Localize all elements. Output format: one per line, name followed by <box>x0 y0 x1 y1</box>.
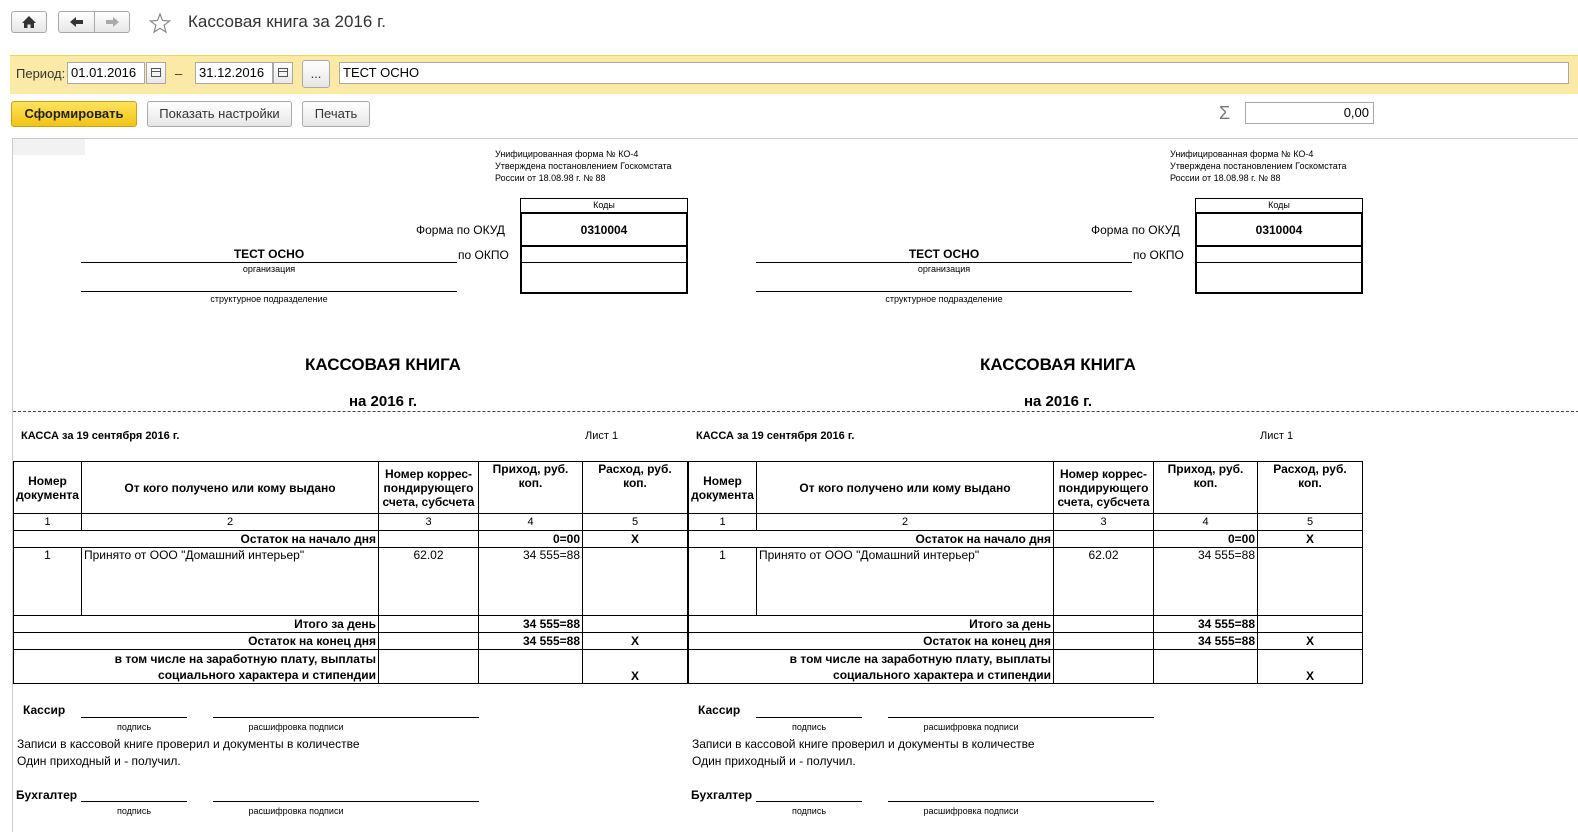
checked-text: Записи в кассовой книге проверил и документы в количестве <box>17 737 360 751</box>
row-description: Принято от ООО "Домашний интерьер" <box>82 548 379 616</box>
form-approved: Утверждена постановлением Госкомстата <box>495 161 672 171</box>
salary-label-line2: социального характера и стипендии <box>158 667 376 682</box>
table-row <box>14 548 688 616</box>
salary-label-line1: в том числе на заработную плату, выплаты <box>114 651 376 666</box>
period-label: Период: <box>16 66 66 81</box>
table-row <box>689 548 1363 616</box>
calendar-icon <box>278 68 288 77</box>
org-caption: организация <box>242 264 296 274</box>
cashier-signature-line <box>756 717 862 718</box>
cashier-decoding-line <box>888 717 1154 718</box>
col-number: 4 <box>1154 514 1258 531</box>
cashier-label: Кассир <box>23 703 66 717</box>
form-russia: России от 18.08.98 г. № 88 <box>1170 173 1281 183</box>
cashier-decoding-line <box>213 717 479 718</box>
accountant-signature-caption: подпись <box>116 806 152 816</box>
form-unified: Унифицированная форма № КО-4 <box>1170 149 1314 159</box>
col-header-from: От кого получено или кому выдано <box>757 462 1054 514</box>
salary-account <box>379 650 479 684</box>
generate-button[interactable]: Сформировать <box>11 101 137 127</box>
closing-balance-account <box>379 633 479 650</box>
okpo-label: по ОКПО <box>1133 248 1184 262</box>
salary-label <box>14 650 379 684</box>
col-header-from: От кого получено или кому выдано <box>82 462 379 514</box>
row-description: Принято от ООО "Домашний интерьер" <box>757 548 1054 616</box>
accountant-label: Бухгалтер <box>691 788 753 802</box>
org-line <box>756 262 1132 263</box>
day-total-expense <box>1258 616 1363 633</box>
closing-balance-income: 34 555=88 <box>479 633 583 650</box>
form-unified-text <box>495 148 672 184</box>
opening-balance-row <box>689 531 1363 548</box>
col-number: 1 <box>689 514 757 531</box>
book-year: на 2016 г. <box>348 393 418 410</box>
day-total-label: Итого за день <box>689 616 1054 633</box>
arrow-right-icon <box>95 12 130 32</box>
row-doc-number: 1 <box>14 548 82 616</box>
form-russia: России от 18.08.98 г. № 88 <box>495 173 606 183</box>
col-header-income: Приход, руб. коп. <box>1154 462 1258 514</box>
day-total-income: 34 555=88 <box>1154 616 1258 633</box>
row-income: 34 555=88 <box>1154 548 1258 616</box>
row-expense <box>583 548 688 616</box>
table-header-row <box>14 462 688 514</box>
form-unified: Унифицированная форма № КО-4 <box>495 149 639 159</box>
org-name: ТЕСТ ОСНО <box>233 247 305 261</box>
cashier-label: Кассир <box>698 703 741 717</box>
org-caption: организация <box>917 264 971 274</box>
opening-balance-row <box>14 531 688 548</box>
col-number: 2 <box>82 514 379 531</box>
cashier-signature-caption: подпись <box>116 722 152 732</box>
salary-account <box>1054 650 1154 684</box>
period-from-input[interactable]: 01.01.2016 <box>67 62 145 84</box>
accountant-signature-line <box>756 801 862 802</box>
salary-row <box>14 650 688 684</box>
row-account: 62.02 <box>1054 548 1154 616</box>
opening-balance-label: Остаток на начало дня <box>14 531 379 548</box>
page-title: Кассовая книга за 2016 г. <box>188 12 386 31</box>
col-header-doc: Номер документа <box>14 462 82 514</box>
row-doc-number: 1 <box>689 548 757 616</box>
accountant-decoding-line <box>888 801 1154 802</box>
opening-balance-expense: X <box>1258 531 1363 548</box>
back-button[interactable] <box>59 12 95 32</box>
closing-balance-income: 34 555=88 <box>1154 633 1258 650</box>
col-number: 3 <box>379 514 479 531</box>
accountant-label: Бухгалтер <box>16 788 78 802</box>
okud-label: Форма по ОКУД <box>416 223 505 237</box>
col-header-expense: Расход, руб. коп. <box>1258 462 1363 514</box>
okud-code: 0310004 <box>580 223 628 237</box>
cashier-decoding-caption: расшифровка подписи <box>248 722 344 732</box>
day-total-row <box>14 616 688 633</box>
salary-label-line1: в том числе на заработную плату, выплаты <box>789 651 1051 666</box>
report-area[interactable] <box>12 138 1578 832</box>
salary-expense: X <box>1258 650 1363 684</box>
kassa-date: КАССА за 19 сентября 2016 г. <box>21 430 180 442</box>
col-number: 1 <box>14 514 82 531</box>
cashier-decoding-caption: расшифровка подписи <box>923 722 1019 732</box>
closing-balance-row <box>14 633 688 650</box>
accountant-decoding-caption: расшифровка подписи <box>923 806 1019 816</box>
cash-table <box>13 461 688 684</box>
calendar-icon <box>151 68 161 77</box>
period-select-button[interactable]: ... <box>302 60 330 88</box>
opening-balance-income: 0=00 <box>479 531 583 548</box>
row-income: 34 555=88 <box>479 548 583 616</box>
salary-income <box>1154 650 1258 684</box>
row-expense <box>1258 548 1363 616</box>
day-total-income: 34 555=88 <box>479 616 583 633</box>
salary-row <box>689 650 1363 684</box>
sheet-number: Лист 1 <box>585 430 619 442</box>
home-button[interactable] <box>11 11 47 33</box>
table-header-row <box>689 462 1363 514</box>
row-account: 62.02 <box>379 548 479 616</box>
salary-expense: X <box>583 650 688 684</box>
period-dash: – <box>175 66 183 81</box>
okpo-label: по ОКПО <box>458 248 509 262</box>
cash-table <box>688 461 1363 684</box>
col-number-row <box>689 514 1363 531</box>
closing-balance-label: Остаток на конец дня <box>689 633 1054 650</box>
book-copy-left <box>13 139 689 832</box>
closing-balance-account <box>1054 633 1154 650</box>
codes-divider-1 <box>1195 245 1363 247</box>
cashier-signature-line <box>81 717 187 718</box>
sum-icon: Σ <box>1219 103 1231 123</box>
received-text: Один приходный и - получил. <box>692 754 856 768</box>
col-header-doc: Номер документа <box>689 462 757 514</box>
sheet-number: Лист 1 <box>1260 430 1294 442</box>
col-number: 4 <box>479 514 583 531</box>
accountant-decoding-caption: расшифровка подписи <box>248 806 344 816</box>
opening-balance-account <box>1054 531 1154 548</box>
closing-balance-expense: X <box>1258 633 1363 650</box>
book-year: на 2016 г. <box>1023 393 1093 410</box>
dept-caption: структурное подразделение <box>885 294 1003 304</box>
opening-balance-income: 0=00 <box>1154 531 1258 548</box>
day-total-account <box>1054 616 1154 633</box>
book-copy-right <box>688 139 1364 832</box>
period-to-calendar-button[interactable] <box>273 62 293 84</box>
col-header-income: Приход, руб. коп. <box>479 462 583 514</box>
show-settings-button[interactable]: Показать настройки <box>147 101 292 127</box>
organization-input[interactable]: ТЕСТ ОСНО <box>339 62 1569 84</box>
star-icon[interactable] <box>148 12 172 34</box>
nav-buttons <box>58 11 130 33</box>
closing-balance-expense: X <box>583 633 688 650</box>
day-total-row <box>689 616 1363 633</box>
dept-line <box>81 291 457 292</box>
salary-label <box>689 650 1054 684</box>
col-header-expense: Расход, руб. коп. <box>583 462 688 514</box>
okud-label: Форма по ОКУД <box>1091 223 1180 237</box>
received-text: Один приходный и - получил. <box>17 754 181 768</box>
cashier-signature-caption: подпись <box>791 722 827 732</box>
form-approved: Утверждена постановлением Госкомстата <box>1170 161 1347 171</box>
dept-caption: структурное подразделение <box>210 294 328 304</box>
accountant-signature-caption: подпись <box>791 806 827 816</box>
period-to-input[interactable]: 31.12.2016 <box>195 62 273 84</box>
col-header-account: Номер коррес- пондирующего счета, субсчета <box>1054 462 1154 514</box>
accountant-signature-line <box>81 801 187 802</box>
col-number: 5 <box>1258 514 1363 531</box>
codes-divider-2 <box>1195 262 1363 263</box>
org-line <box>81 262 457 263</box>
forward-button[interactable] <box>95 12 130 32</box>
closing-balance-row <box>689 633 1363 650</box>
day-total-label: Итого за день <box>14 616 379 633</box>
kassa-date: КАССА за 19 сентября 2016 г. <box>696 430 855 442</box>
col-number: 2 <box>757 514 1054 531</box>
codes-header: Коды <box>1195 198 1363 213</box>
period-from-calendar-button[interactable] <box>146 62 166 84</box>
salary-income <box>479 650 583 684</box>
day-total-expense <box>583 616 688 633</box>
codes-header: Коды <box>520 198 688 213</box>
salary-label-line2: социального характера и стипендии <box>833 667 1051 682</box>
opening-balance-label: Остаток на начало дня <box>689 531 1054 548</box>
codes-divider-1 <box>520 245 688 247</box>
arrow-left-icon <box>59 12 94 32</box>
home-icon <box>12 12 46 32</box>
print-button[interactable]: Печать <box>302 101 370 127</box>
checked-text: Записи в кассовой книге проверил и документы в количестве <box>692 737 1035 751</box>
book-title: КАССОВАЯ КНИГА <box>305 355 461 374</box>
accountant-decoding-line <box>213 801 479 802</box>
okud-code: 0310004 <box>1255 223 1303 237</box>
dept-line <box>756 291 1132 292</box>
book-title: КАССОВАЯ КНИГА <box>980 355 1136 374</box>
opening-balance-expense: X <box>583 531 688 548</box>
col-number-row <box>14 514 688 531</box>
col-number: 5 <box>583 514 688 531</box>
col-header-account: Номер коррес- пондирующего счета, субсчета <box>379 462 479 514</box>
col-number: 3 <box>1054 514 1154 531</box>
form-unified-text <box>1170 148 1347 184</box>
sum-field: 0,00 <box>1245 102 1374 124</box>
org-name: ТЕСТ ОСНО <box>908 247 980 261</box>
closing-balance-label: Остаток на конец дня <box>14 633 379 650</box>
opening-balance-account <box>379 531 479 548</box>
day-total-account <box>379 616 479 633</box>
codes-divider-2 <box>520 262 688 263</box>
